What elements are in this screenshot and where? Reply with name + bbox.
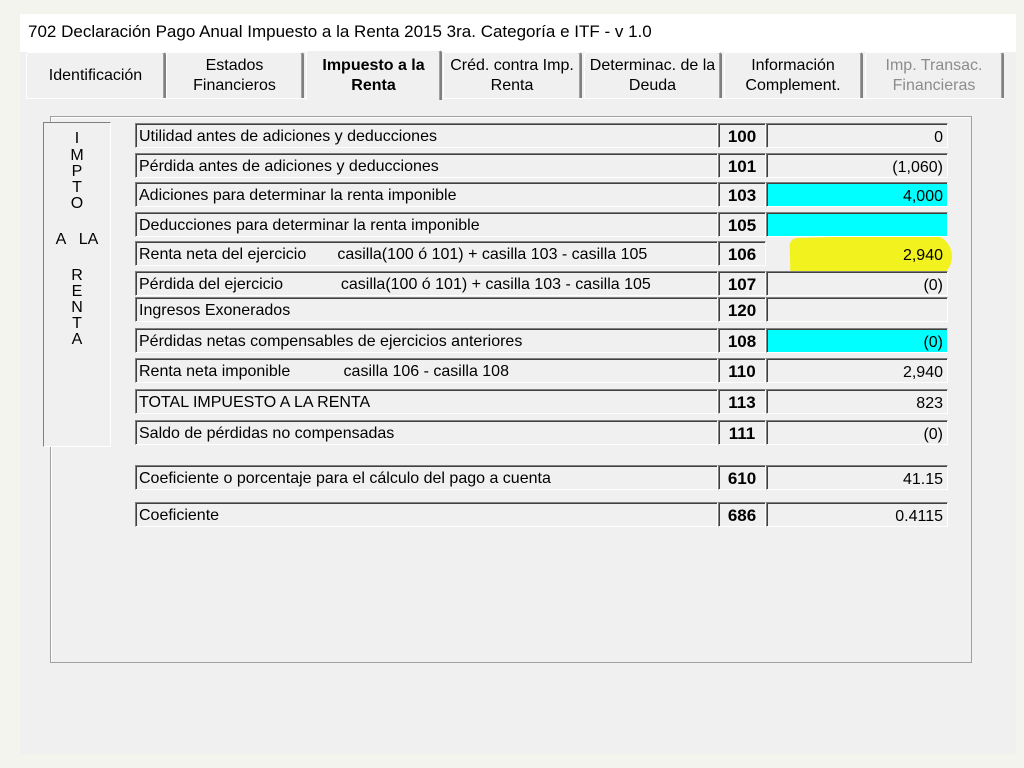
row-label-113: TOTAL IMPUESTO A LA RENTA	[135, 389, 718, 414]
tab-cred-contra-imp-renta[interactable]	[443, 52, 582, 98]
casilla-code-111: 111	[718, 420, 766, 445]
impuesto-renta-vertical-label	[43, 122, 111, 447]
tab-label: Estados Financieros	[193, 56, 276, 94]
tab-informacion-complement[interactable]	[724, 52, 863, 98]
casilla-code-100: 100	[718, 123, 766, 148]
tab-label: Información Complement.	[745, 56, 841, 94]
sidebar-letter: E	[71, 283, 83, 300]
casilla-120-value	[766, 297, 948, 322]
row-label-106: Renta neta del ejercicio casilla(100 ó 101) + casilla 103 - casilla 105	[135, 241, 718, 266]
window-title: 702 Declaración Pago Anual Impuesto a la Renta 2015 3ra. Categoría e ITF - v 1.0	[28, 22, 652, 41]
sidebar-letter: A	[71, 331, 83, 348]
casilla-code-110: 110	[718, 358, 766, 383]
sidebar-letter: M	[70, 147, 84, 164]
row-label-120: Ingresos Exonerados	[135, 297, 718, 322]
casilla-code-120: 120	[718, 297, 766, 322]
casilla-686-value: 0.4115	[766, 502, 948, 527]
casilla-106-value: 2,940	[902, 247, 943, 264]
casilla-113-value: 823	[766, 389, 948, 414]
casilla-110-value: 2,940	[766, 358, 948, 383]
tab-estados-financieros[interactable]	[166, 52, 304, 98]
sidebar-letter: N	[71, 299, 83, 316]
tab-label: Imp. Transac. Financieras	[885, 56, 983, 94]
sidebar-letter: O	[70, 195, 84, 212]
casilla-code-105: 105	[718, 212, 766, 237]
casilla-105-value[interactable]	[766, 212, 948, 237]
casilla-101-value: (1,060)	[766, 153, 948, 178]
tab-label: Créd. contra Imp. Renta	[450, 56, 574, 94]
casilla-107-value: (0)	[766, 271, 948, 296]
row-label-111: Saldo de pérdidas no compensadas	[135, 420, 718, 445]
casilla-code-108: 108	[718, 328, 766, 353]
row-label-610: Coeficiente o porcentaje para el cálculo del pago a cuenta	[135, 465, 718, 490]
row-label-107: Pérdida del ejercicio casilla(100 ó 101) + casilla 103 - casilla 105	[135, 271, 718, 296]
casilla-103-value[interactable]: 4,000	[766, 182, 948, 207]
sidebar-letter: I	[74, 130, 80, 147]
tab-divider	[26, 98, 1004, 99]
row-label-103: Adiciones para determinar la renta imponible	[135, 182, 718, 207]
row-label-100: Utilidad antes de adiciones y deducciones	[135, 123, 718, 148]
row-label-108: Pérdidas netas compensables de ejercicios anteriores	[135, 328, 718, 353]
row-label-101: Pérdida antes de adiciones y deducciones	[135, 153, 718, 178]
casilla-111-value: (0)	[766, 420, 948, 445]
casilla-code-113: 113	[718, 389, 766, 414]
casilla-code-610: 610	[718, 465, 766, 490]
tab-label: Identificación	[48, 66, 143, 84]
row-label-105: Deducciones para determinar la renta imponible	[135, 212, 718, 237]
tab-identificacion[interactable]	[26, 52, 166, 98]
sidebar-letter: T	[72, 315, 82, 332]
tab-impuesto-renta[interactable]	[306, 50, 442, 100]
casilla-610-value: 41.15	[766, 465, 948, 490]
tab-imp-transac-financieras	[865, 52, 1004, 98]
sidebar-letter: T	[72, 179, 82, 196]
sidebar-letter: P	[71, 163, 83, 180]
casilla-108-value[interactable]: (0)	[766, 328, 948, 353]
casilla-code-106: 106	[718, 241, 766, 266]
casilla-code-686: 686	[718, 502, 766, 527]
row-label-686: Coeficiente	[135, 502, 718, 527]
title-bar	[20, 14, 1016, 52]
tab-determinac-deuda[interactable]	[584, 52, 722, 98]
row-label-110: Renta neta imponible casilla 106 - casilla 108	[135, 358, 718, 383]
casilla-100-value: 0	[766, 123, 948, 148]
tab-label: Impuesto a la Renta	[322, 56, 425, 94]
casilla-code-107: 107	[718, 271, 766, 296]
tab-label: Determinac. de la Deuda	[589, 56, 716, 94]
casilla-code-101: 101	[718, 153, 766, 178]
casilla-code-103: 103	[718, 182, 766, 207]
sidebar-letter: A LA	[55, 231, 99, 248]
sidebar-letter: R	[71, 267, 83, 284]
